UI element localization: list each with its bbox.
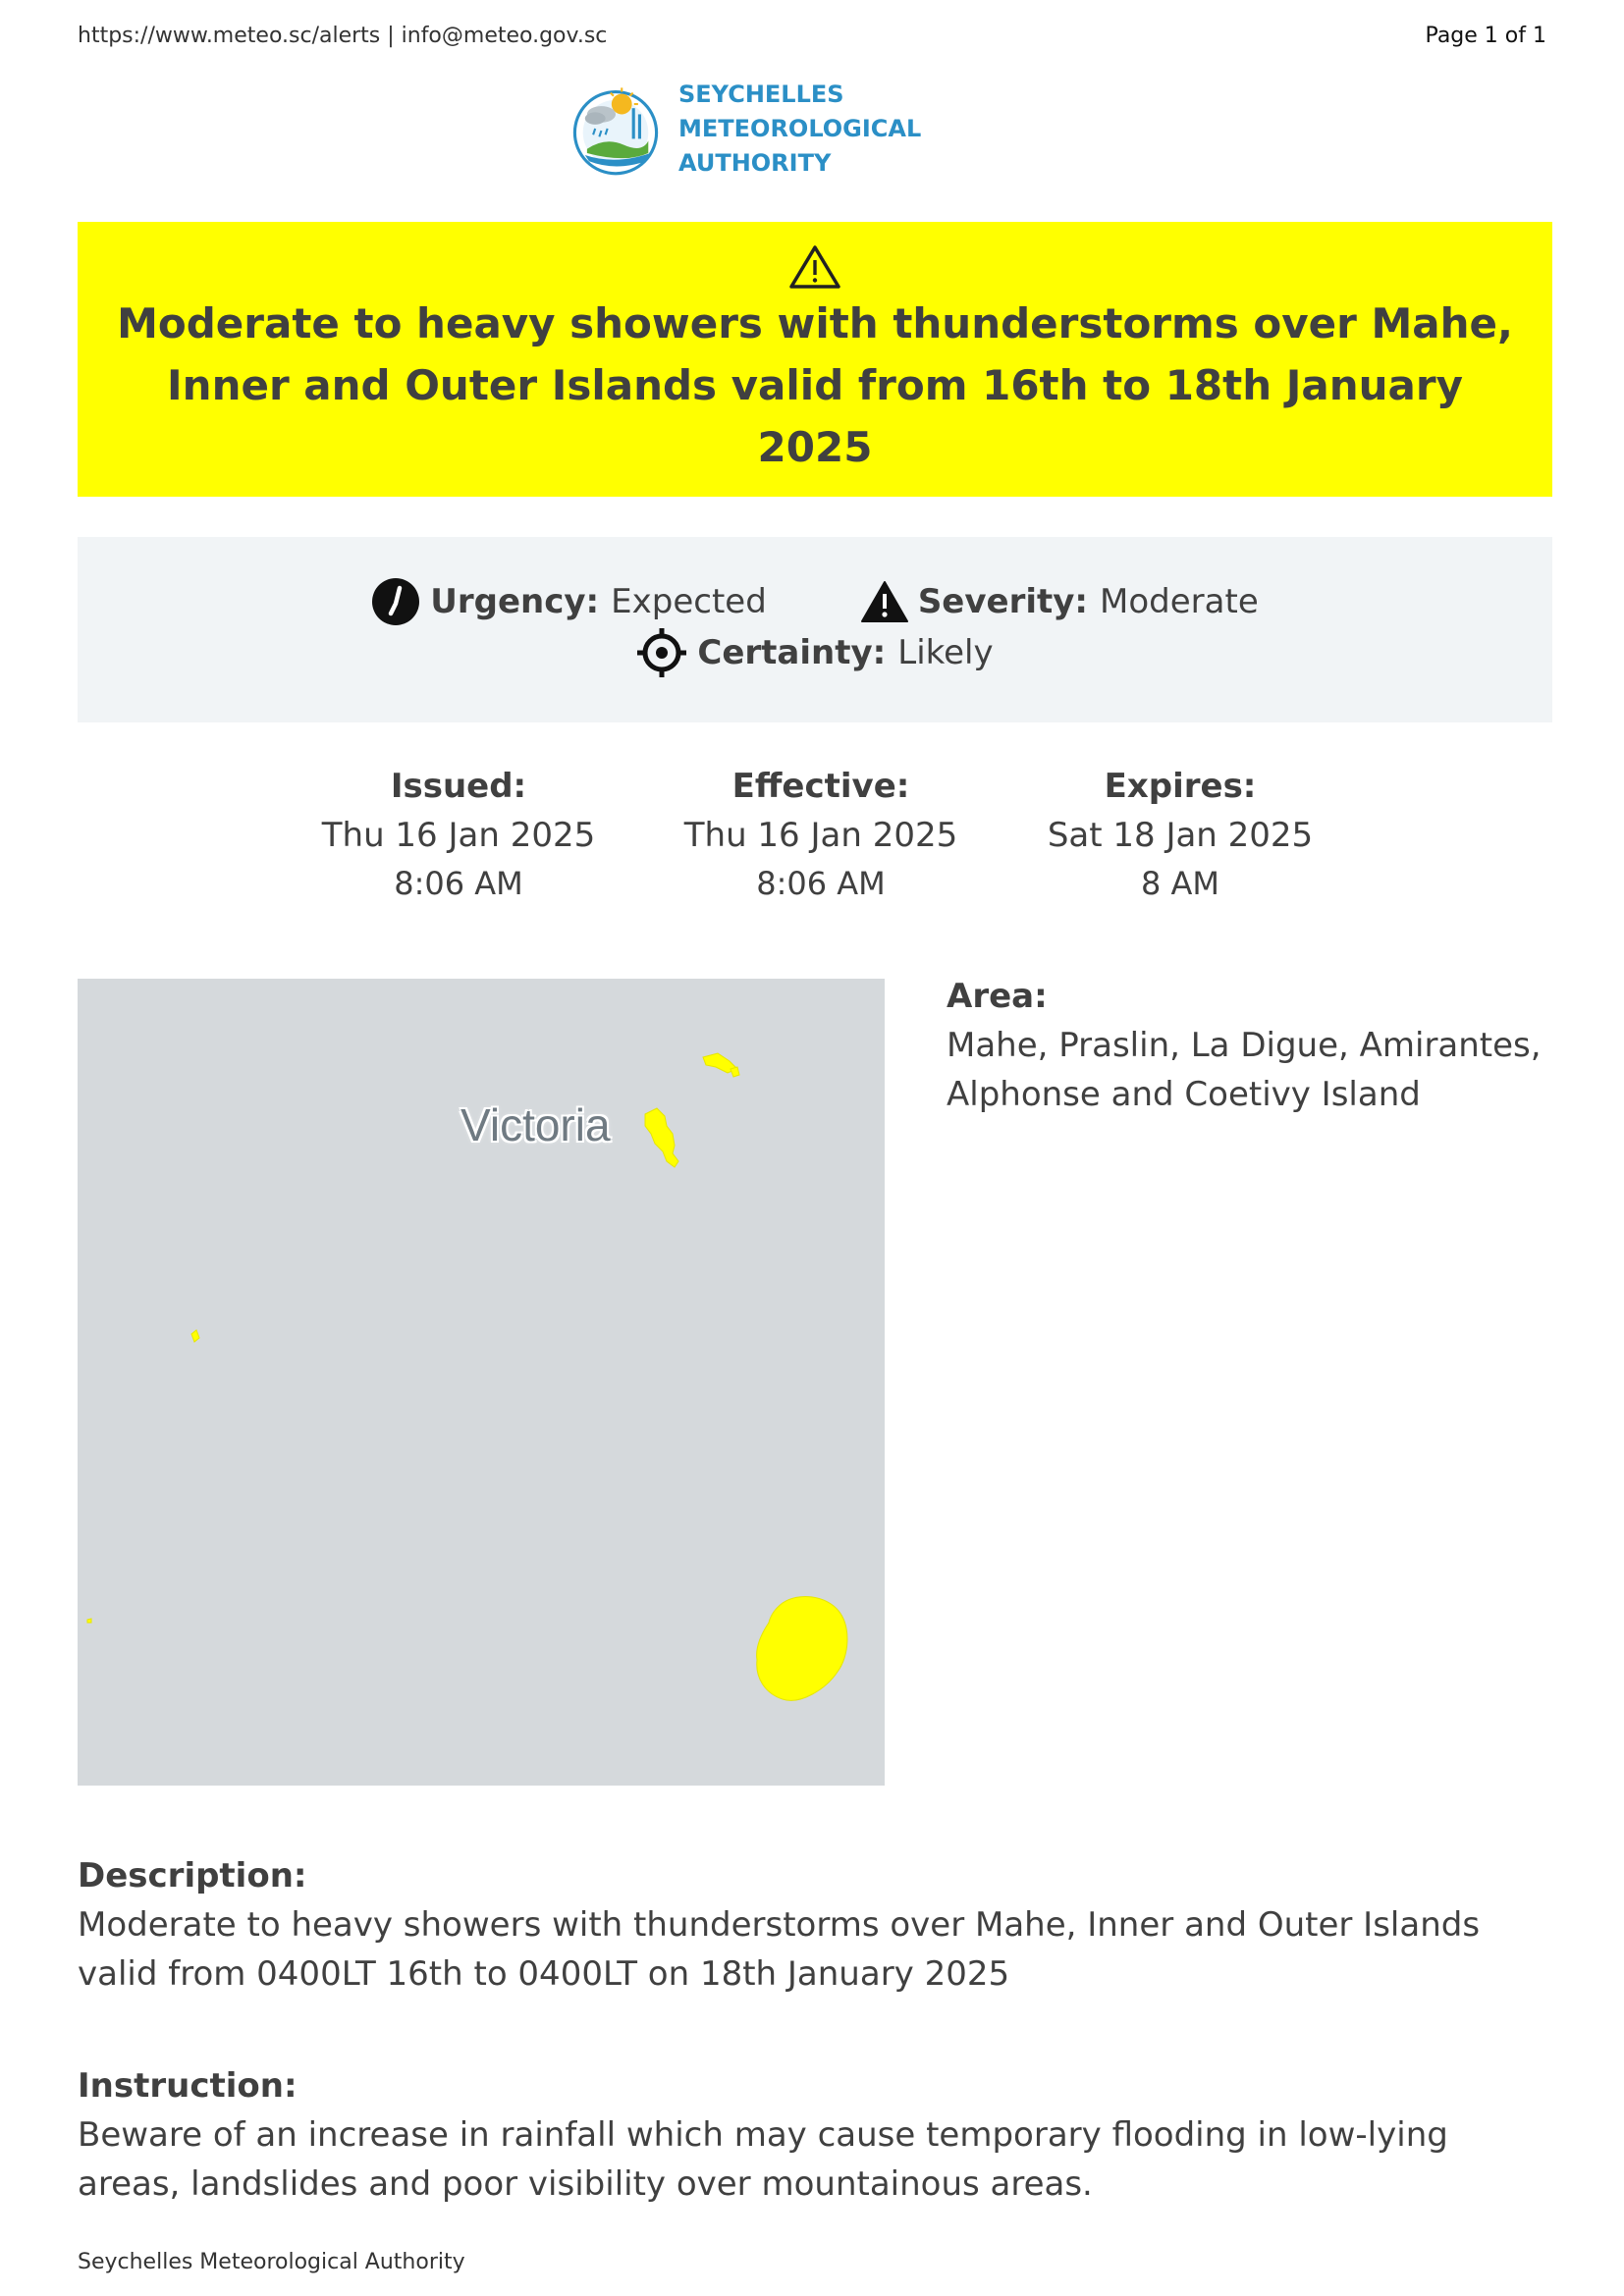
description-value: Moderate to heavy showers with thunderstorms over Mahe, Inner and Outer Islands valid from 0400LT 16th to 0400LT on 18th January 2025 xyxy=(78,1905,1481,1994)
description-section xyxy=(78,1851,1560,1999)
logo-line-2: AUTHORITY xyxy=(678,148,832,177)
clock-icon xyxy=(371,577,420,626)
effective-label: Effective: xyxy=(731,767,910,806)
urgency-value: Expected xyxy=(611,582,767,621)
alert-title: Moderate to heavy showers with thunderstorms over Mahe, Inner and Outer Islands valid from 16th to 18th January 2025 xyxy=(117,299,1513,471)
contact-links[interactable]: https://www.meteo.sc/alerts | info@meteo.gov.sc xyxy=(78,24,608,48)
instruction-section xyxy=(78,2061,1560,2209)
certainty-label: Certainty: xyxy=(697,633,887,672)
expires-label: Expires: xyxy=(1104,767,1257,806)
issued-label: Issued: xyxy=(390,767,527,806)
issued-date: Thu 16 Jan 2025 xyxy=(321,816,596,855)
sma-logo xyxy=(565,75,1075,183)
instruction-label: Instruction: xyxy=(78,2066,298,2106)
issued-time: 8:06 AM xyxy=(394,865,523,902)
la-digue-island xyxy=(731,1067,739,1077)
coetivy-area xyxy=(757,1596,847,1700)
effective-time: 8:06 AM xyxy=(756,865,886,902)
certainty-value: Likely xyxy=(897,633,994,672)
alert-banner xyxy=(78,222,1552,497)
certainty-item xyxy=(636,627,993,678)
effective-date: Thu 16 Jan 2025 xyxy=(683,816,958,855)
instruction-value: Beware of an increase in rainfall which may cause temporary flooding in low-lying areas, landslides and poor visibility over mountainous areas. xyxy=(78,2115,1448,2204)
sma-emblem-icon xyxy=(565,78,667,180)
logo-line-1: SEYCHELLES METEOROLOGICAL xyxy=(678,80,922,142)
area-value: Mahe, Praslin, La Digue, Amirantes, Alphonse and Coetivy Island xyxy=(947,1026,1542,1114)
map-label-victoria: Victoria xyxy=(460,1099,611,1150)
severity-warning-icon xyxy=(861,580,908,623)
mahe-island xyxy=(645,1108,678,1167)
issued-column xyxy=(311,762,606,907)
warning-triangle-icon xyxy=(788,243,841,291)
alphonse-island xyxy=(87,1619,91,1623)
area-section xyxy=(947,972,1555,1119)
severity-label: Severity: xyxy=(917,582,1089,621)
alert-times xyxy=(0,762,1624,909)
area-label: Area: xyxy=(947,977,1048,1016)
page-header xyxy=(78,24,1546,53)
page-footer: Seychelles Meteorological Authority xyxy=(78,2250,465,2274)
expires-date: Sat 18 Jan 2025 xyxy=(1047,816,1314,855)
page-number: Page 1 of 1 xyxy=(1425,24,1546,48)
description-label: Description: xyxy=(78,1856,307,1896)
expires-column xyxy=(1033,762,1327,907)
severity-value: Moderate xyxy=(1100,582,1259,621)
urgency-label: Urgency: xyxy=(430,582,600,621)
expires-time: 8 AM xyxy=(1140,865,1220,902)
alert-meta-box xyxy=(78,537,1552,722)
effective-column xyxy=(674,762,968,907)
crosshair-icon xyxy=(636,627,687,678)
amirantes-island xyxy=(191,1330,199,1342)
severity-item xyxy=(861,576,1259,627)
urgency-item xyxy=(371,576,767,627)
alert-map[interactable] xyxy=(78,979,885,1786)
